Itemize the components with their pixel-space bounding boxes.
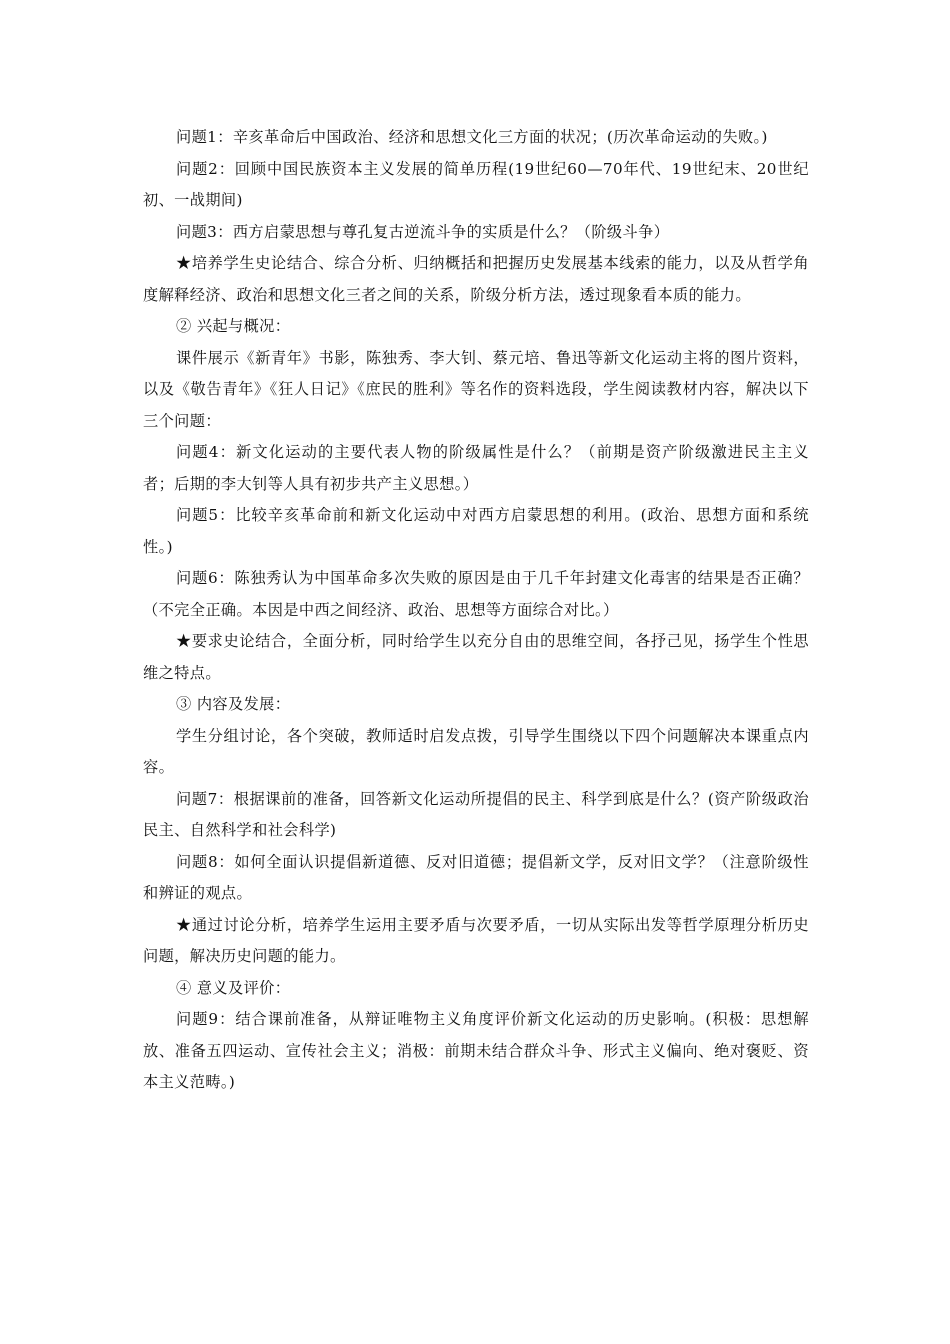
section-heading-rise: ② 兴起与概况： [176,317,291,335]
group-discussion-description: 学生分组讨论，各个突破，教师适时启发点拨，引导学生围绕以下四个问题解决本课重点内容。 [143,726,809,776]
question-7: 问题7：根据课前的准备，回答新文化运动所提倡的民主、科学到底是什么？(资产阶级政治民主、自然科学和社会科学) [143,789,809,839]
question-8: 问题8：如何全面认识提倡新道德、反对旧道德；提倡新文学，反对旧文学？（注意阶级性和辨证的观点。 [143,852,809,902]
objective-note-3: ★通过讨论分析，培养学生运用主要矛盾与次要矛盾，一切从实际出发等哲学原理分析历史问题，解决历史问题的能力。 [143,915,809,965]
document-page [143,122,809,1099]
question-1: 问题1：辛亥革命后中国政治、经济和思想文化三方面的状况；(历次革命运动的失败。) [176,128,768,146]
question-4: 问题4：新文化运动的主要代表人物的阶级属性是什么？（前期是资产阶级激进民主主义者；后期的李大钊等人具有初步共产主义思想。） [143,443,809,493]
objective-note-2: ★要求史论结合，全面分析，同时给学生以充分自由的思维空间，各抒己见，扬学生个性思维之特点。 [143,632,809,682]
courseware-description: 课件展示《新青年》书影，陈独秀、李大钊、蔡元培、鲁迅等新文化运动主将的图片资料，以及《敬告青年》《狂人日记》《庶民的胜利》等名作的资料选段，学生阅读教材内容，解决以下三个问题： [143,348,809,430]
question-2: 问题2：回顾中国民族资本主义发展的简单历程(19世纪60—70年代、19世纪末、20世纪初、一战期间) [143,159,809,209]
section-heading-significance: ④ 意义及评价： [176,978,291,997]
question-9: 问题9：结合课前准备，从辩证唯物主义角度评价新文化运动的历史影响。(积极：思想解放、准备五四运动、宣传社会主义；消极：前期未结合群众斗争、形式主义偏向、绝对褒贬、资本主义范畴。) [143,1010,809,1091]
question-5: 问题5：比较辛亥革命前和新文化运动中对西方启蒙思想的利用。(政治、思想方面和系统性。) [143,506,809,556]
section-heading-content: ③ 内容及发展： [176,695,291,713]
question-3: 问题3：西方启蒙思想与尊孔复古逆流斗争的实质是什么？（阶级斗争） [176,222,670,241]
question-6: 问题6：陈独秀认为中国革命多次失败的原因是由于几千年封建文化毒害的结果是否正确？（不完全正确。本因是中西之间经济、政治、思想等方面综合对比。） [143,569,809,619]
objective-note-1: ★培养学生史论结合、综合分析、归纳概括和把握历史发展基本线索的能力，以及从哲学角度解释经济、政治和思想文化三者之间的关系，阶级分析方法，透过现象看本质的能力。 [143,254,809,304]
